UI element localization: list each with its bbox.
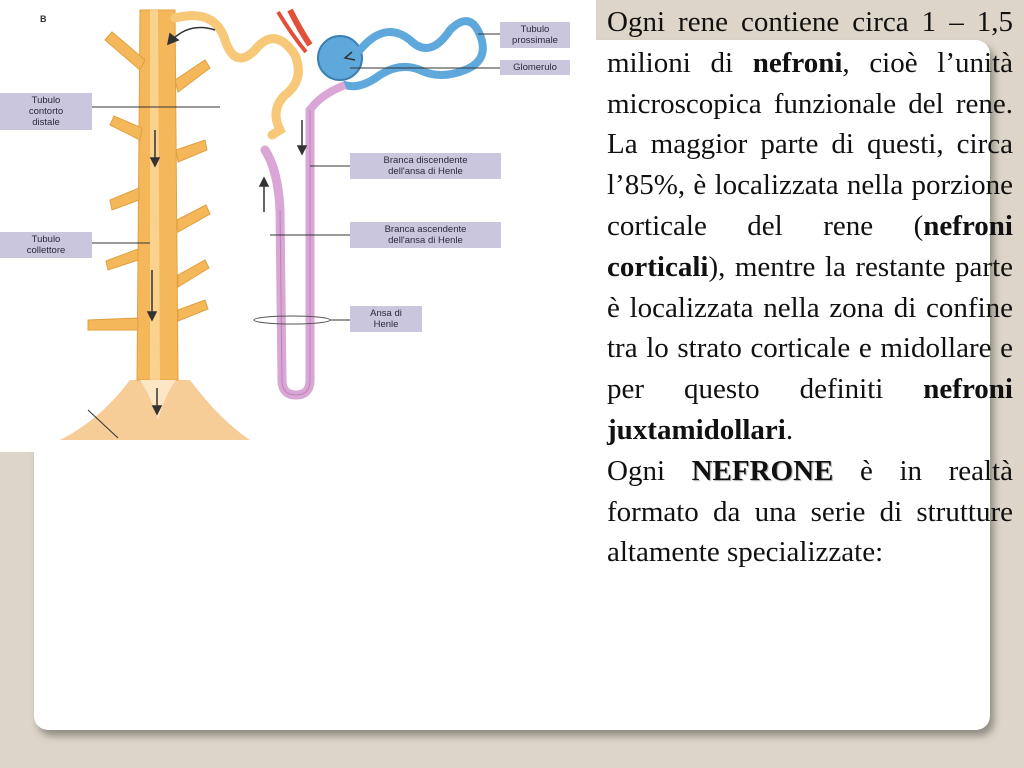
text-run: . [785,413,794,446]
proximal-tubule [345,21,483,86]
text-run: , cioè l’unità microscopica funzionale del rene. La maggior parte di questi, circa l’85%, è localizzata nella porzione corticale del rene ( [607,46,1013,242]
paragraph-nefroni [607,2,1013,451]
text-run: è in realtà formato da una serie di strutture altamente specializzate: [607,454,1013,569]
term-nefroni-corticali: nefroni corticali [607,209,1013,283]
label-branca-discendente: Branca discendente dell'ansa di Henle [350,153,501,179]
label-tubulo-prossimale: Tubulo prossimale [500,22,570,48]
afferent-vessel [290,10,310,45]
paragraph-nefrone [607,451,1013,573]
term-nefrone: NEFRONE [691,454,834,487]
term-nefroni: nefroni [752,46,843,79]
nephron-figure [0,0,596,452]
text-run: Ogni rene contiene circa 1 – 1,5 milioni di [607,6,1013,79]
glomerulus [318,36,362,80]
text-run: Ogni [607,454,692,487]
label-ansa-di-henle: Ansa di Henle [350,306,422,332]
body-text [607,2,1013,573]
term-nefroni-juxtamidollari: nefroni juxtamidollari [607,373,1013,446]
label-tubulo-contorto-distale: Tubulo contorto distale [0,93,92,130]
label-glomerulo: Glomerulo [500,60,570,75]
text-run: ), mentre la restante parte è localizzata nella zona di confine tra lo strato corticale e midollare e per questo definiti [607,250,1013,406]
label-branca-ascendente: Branca ascendente dell'ansa di Henle [350,222,501,248]
label-tubulo-collettore: Tubulo collettore [0,232,92,258]
panel-letter: B [40,14,47,24]
